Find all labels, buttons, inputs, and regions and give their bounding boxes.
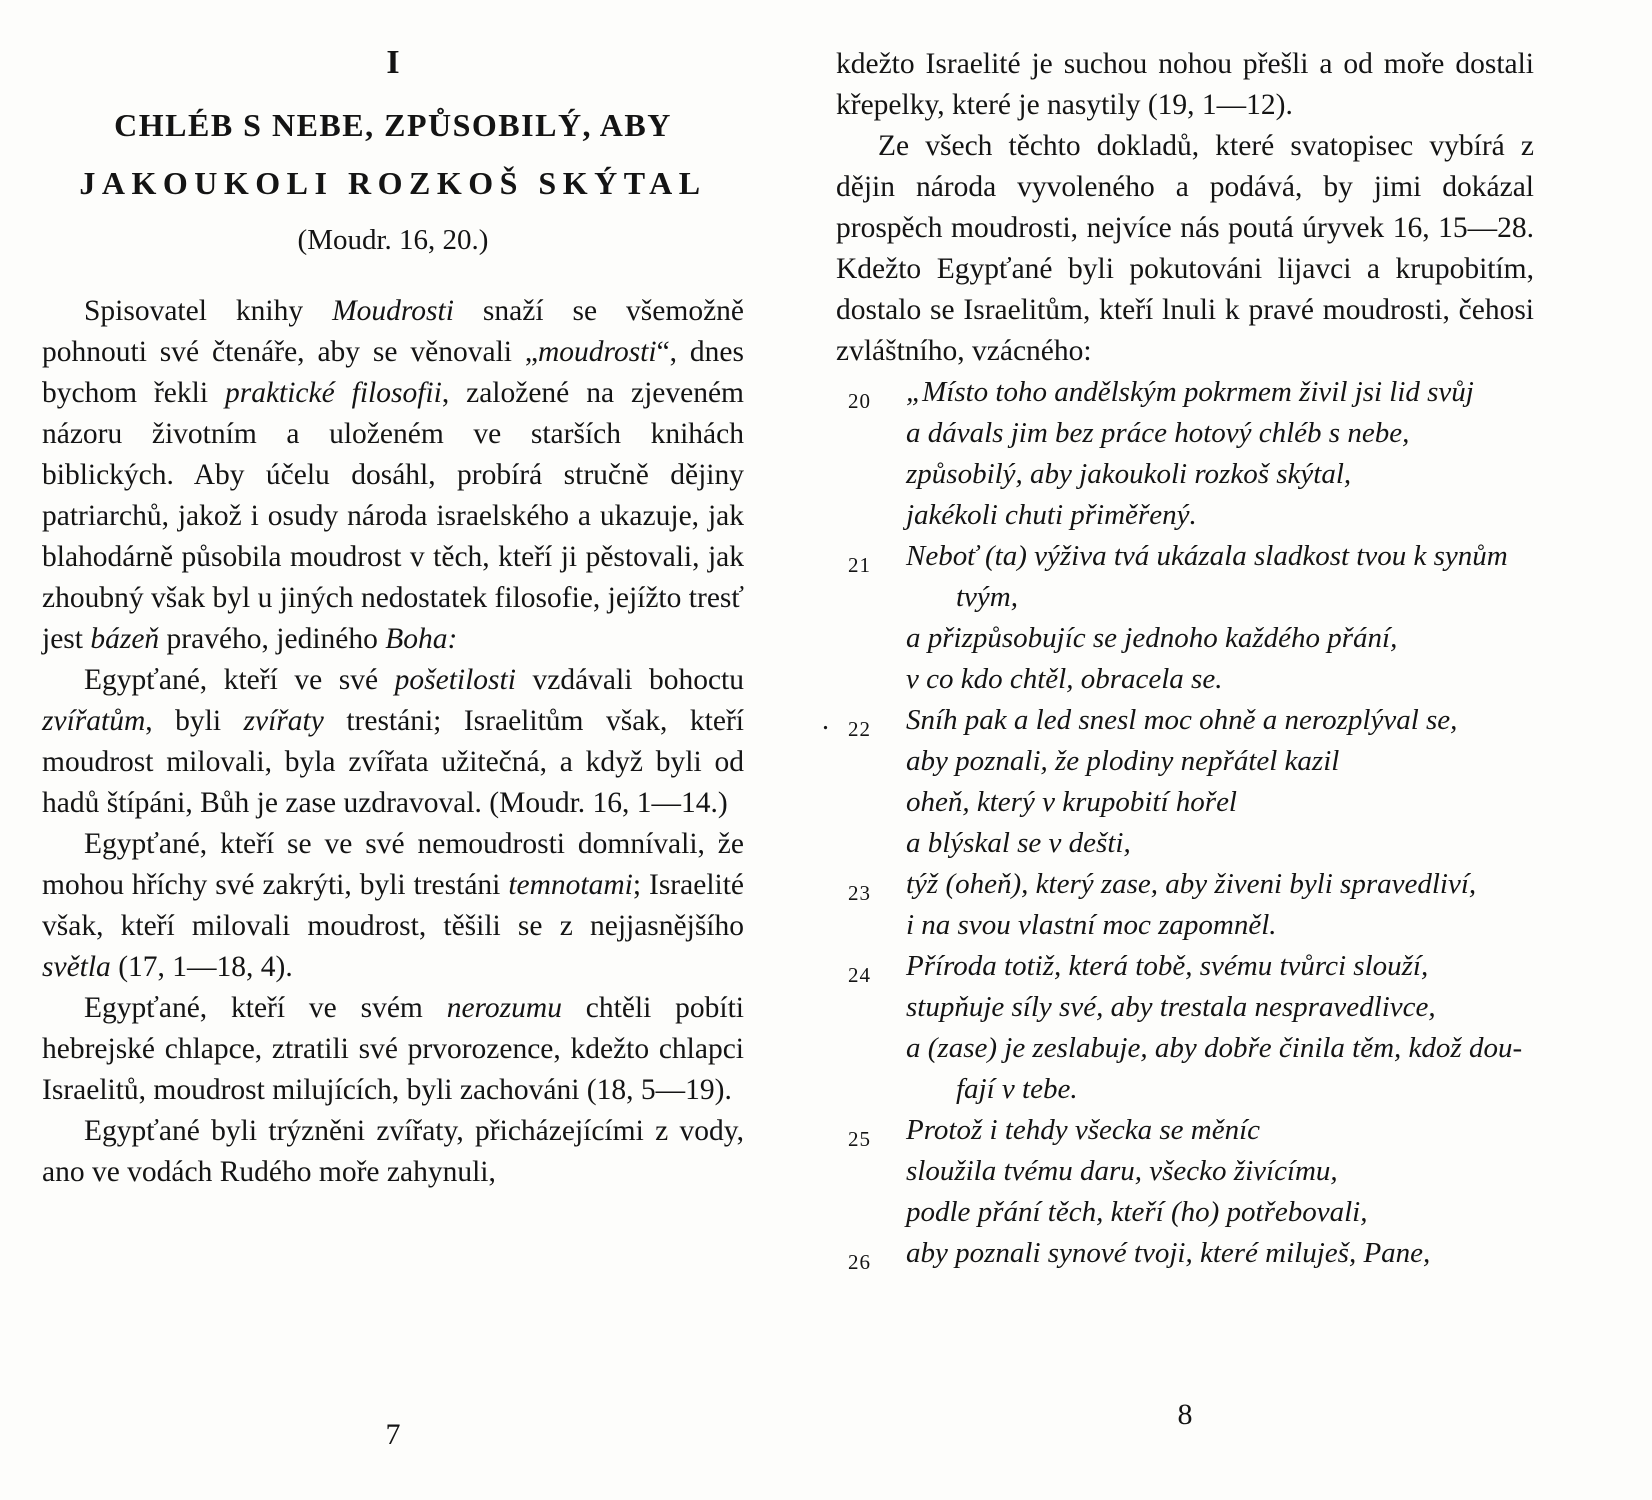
verse-line: Příroda totiž, která tobě, svému tvůrci slouží, [906,950,1429,982]
verse-line: týž (oheň), který zase, aby živeni byli spravedliví, [906,868,1477,900]
verse [836,536,1534,700]
italic-text: moudrosti [538,336,657,368]
verse-line: aby poznali synové tvoji, které miluješ, Pane, [906,1237,1431,1269]
right-page-body [836,44,1534,372]
chapter-number: I [386,44,400,81]
verse-line: způsobilý, aby jakoukoli rozkoš skýtal, [906,458,1352,490]
verse-line: v co kdo chtěl, obracela se. [906,663,1223,695]
verse-number: 22 [848,717,871,741]
left-page-body [42,291,744,1193]
italic-text: nerozumu [446,992,562,1024]
verse-line: jakékoli chuti přiměřený. [906,499,1197,531]
italic-text: temnotami [508,869,633,901]
body-text: snaží se všemožně pohnouti své čtenáře, aby se věnovali „ [42,295,745,368]
body-text: , založené na zjeveném názoru životním a uloženém ve starších knihách biblických. Aby účelu dosáhl, probírá stručně dějiny patriarchů, jakož i osudy národa israelského a ukazuje, jak blahodárně působila moudrost v těch, kteří ji pěstovali, jak zhoubný však byl u jiných nedostatek filosofie, jejížto tresť jest [42,377,744,655]
verse-line: oheň, který v krupobití hořel [906,786,1237,818]
verse-line: sloužila tvému daru, všecko živícímu, [906,1155,1338,1187]
body-text: (17, 1—18, 4). [110,951,293,983]
chapter-title-line2: JAKOUKOLI ROZKOŠ SKÝTAL [79,165,707,201]
body-text: ; Israelité však, kteří milovali moudrost, těšili se z nejjasnějšího [42,869,744,942]
paragraph [836,126,1534,372]
body-text: Egypťané, kteří ve své [84,664,395,696]
paragraph [836,44,1534,126]
verse-number: 20 [848,389,871,413]
italic-text: praktické filosofii [224,377,442,409]
verse-line: Neboť (ta) výživa tvá ukázala sladkost tvou k synům [906,540,1508,572]
verse-line: tvým, [956,581,1018,613]
body-text: Spisovatel knihy [84,295,333,327]
body-text: trestáni; Israelitům však, kteří moudrost milovali, byla zvířata užitečná, a když byli od hadů štípáni, Bůh je zase uzdravoval. (Moudr. 16, 1—14.) [42,705,744,819]
verse [836,1110,1534,1233]
verse-line: i na svou vlastní moc zapomněl. [906,909,1277,941]
italic-text: bázeň [90,623,160,655]
verse [822,700,1534,864]
body-text: Egypťané, kteří se ve své nemoudrosti domnívali, že mohou hříchy své zakrýti, byli trestáni [42,828,744,901]
paragraph [42,1111,744,1193]
italic-text: Boha: [385,623,458,655]
body-text: Ze všech těchto dokladů, které svatopisec vybírá z dějin národa vyvoleného a podává, by jimi dokázal prospěch moudrosti, nejvíce nás poutá úryvek 16, 15—28. Kdežto Egypťané byli pokutováni lijavci a krupobitím, dostalo se Israelitům, kteří lnuli k pravé moudrosti, čehosi zvláštního, vzácného: [836,130,1534,367]
verse-number: 25 [848,1127,871,1151]
paragraph [42,824,744,988]
body-text: “, dnes bychom řekli [42,336,745,409]
verse-line: a (zase) je zeslabuje, aby dobře činila těm, kdož dou- [906,1032,1523,1064]
verse-number: 26 [848,1250,871,1274]
body-text: kdežto Israelité je suchou nohou přešli a od moře dostali křepelky, které je nasytily (19, 1—12). [836,48,1534,121]
chapter-title [42,96,744,212]
italic-text: Moudrosti [332,295,454,327]
verse-line: a blýskal se v dešti, [906,827,1131,859]
chapter-subtitle: (Moudr. 16, 20.) [297,224,489,256]
verse [836,372,1534,536]
italic-text: světla [42,951,111,983]
body-text: chtěli pobíti hebrejské chlapce, ztratili své prvorozence, kdežto chlapci Israelitů, moudrost milujících, byli zachováni (18, 5—19). [42,992,744,1106]
verse-block [822,372,1534,1274]
verse-line: Sníh pak a led snesl moc ohně a nerozplýval se, [906,704,1458,736]
verse [836,1233,1534,1274]
page-number-right: 8 [1177,1398,1193,1431]
verse-line: „Místo toho andělským pokrmem živil jsi lid svůj [906,376,1474,408]
chapter-title-line1: CHLÉB S NEBE, ZPŮSOBILÝ, ABY [114,107,672,143]
body-text: pravého, jediného [159,623,386,655]
verse [836,864,1534,946]
italic-text: zvířaty [243,705,324,737]
body-text: vzdávali bohoctu [515,664,744,696]
verse-line: fají v tebe. [956,1073,1078,1105]
verse-line: aby poznali, že plodiny nepřátel kazil [906,745,1340,777]
italic-text: zvířatům [42,705,146,737]
verse-line: stupňuje síly své, aby trestala nespravedlivce, [906,991,1436,1023]
verse-line: Protož i tehdy všecka se měníc [906,1114,1261,1146]
verse-number: 21 [848,553,871,577]
page-right [822,0,1534,1500]
paragraph [42,988,744,1111]
italic-text: pošetilosti [394,664,516,696]
verse [836,946,1534,1110]
verse-line: a přizpůsobujíc se jednoho každého přání, [906,622,1398,654]
body-text: , byli [145,705,244,737]
paragraph [42,291,744,660]
page-left [42,0,744,1500]
margin-dot: . [822,705,829,736]
verse-number: 23 [848,881,871,905]
verse-line: podle přání těch, kteří (ho) potřebovali, [906,1196,1368,1228]
page-number-left: 7 [385,1418,401,1451]
paragraph [42,660,744,824]
body-text: Egypťané byli trýzněni zvířaty, přicházejícími z vody, ano ve vodách Rudého moře zahynuli, [42,1115,744,1188]
verse-line: a dávals jim bez práce hotový chléb s nebe, [906,417,1410,449]
verse-number: 24 [848,963,871,987]
body-text: Egypťané, kteří ve svém [84,992,447,1024]
